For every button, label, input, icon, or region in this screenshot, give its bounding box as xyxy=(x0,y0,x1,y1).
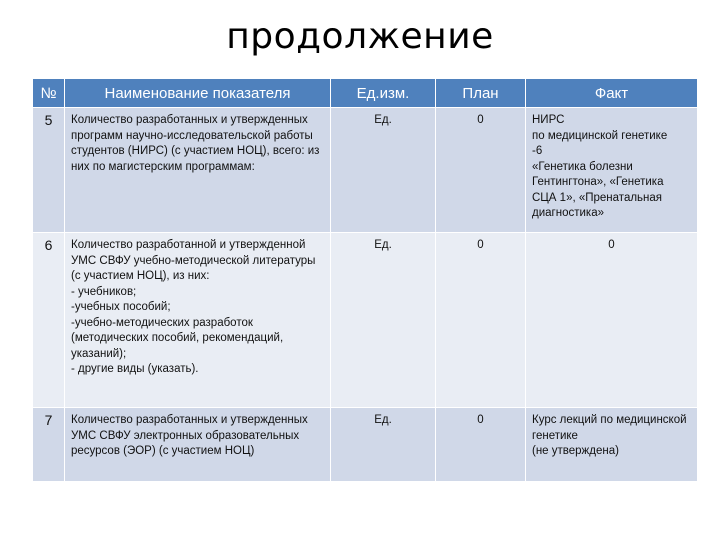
row-num: 6 xyxy=(33,233,65,408)
table-header xyxy=(33,79,698,108)
row-plan: 0 xyxy=(436,408,526,482)
table-row xyxy=(33,108,698,233)
row-unit: Ед. xyxy=(331,108,436,233)
row-num: 5 xyxy=(33,108,65,233)
row-fact: 0 xyxy=(526,233,698,408)
row-fact: Курс лекций по медицинской генетике (не утверждена) xyxy=(526,408,698,482)
header-name: Наименование показателя xyxy=(65,79,331,108)
row-name: Количество разработанных и утвержденных УМС СВФУ электронных образовательных ресурсов (ЭОР) (с участием НОЦ) xyxy=(65,408,331,482)
header-plan: План xyxy=(436,79,526,108)
header-num: № xyxy=(33,79,65,108)
row-name: Количество разработанных и утвержденных программ научно-исследовательской работы студентов (НИРС) (с участием НОЦ), всего: из них по магистерским программам: xyxy=(65,108,331,233)
table-row xyxy=(33,408,698,482)
header-fact: Факт xyxy=(526,79,698,108)
row-unit: Ед. xyxy=(331,233,436,408)
row-plan: 0 xyxy=(436,233,526,408)
row-plan: 0 xyxy=(436,108,526,233)
row-fact: НИРС по медицинской генетике -6 «Генетика болезни Гентингтона», «Генетика СЦА 1», «Пренатальная диагностика» xyxy=(526,108,698,233)
slide-title: продолжение xyxy=(226,16,494,57)
table-row xyxy=(33,233,698,408)
indicators-table xyxy=(32,78,698,482)
row-name: Количество разработанной и утвержденной УМС СВФУ учебно-методической литературы (с участием НОЦ), из них: - учебников; -учебных пособий; -учебно-методических разработок (методических пособий, рекомендаций, указаний); - другие виды (указать). xyxy=(65,233,331,408)
row-num: 7 xyxy=(33,408,65,482)
row-unit: Ед. xyxy=(331,408,436,482)
header-unit: Ед.изм. xyxy=(331,79,436,108)
